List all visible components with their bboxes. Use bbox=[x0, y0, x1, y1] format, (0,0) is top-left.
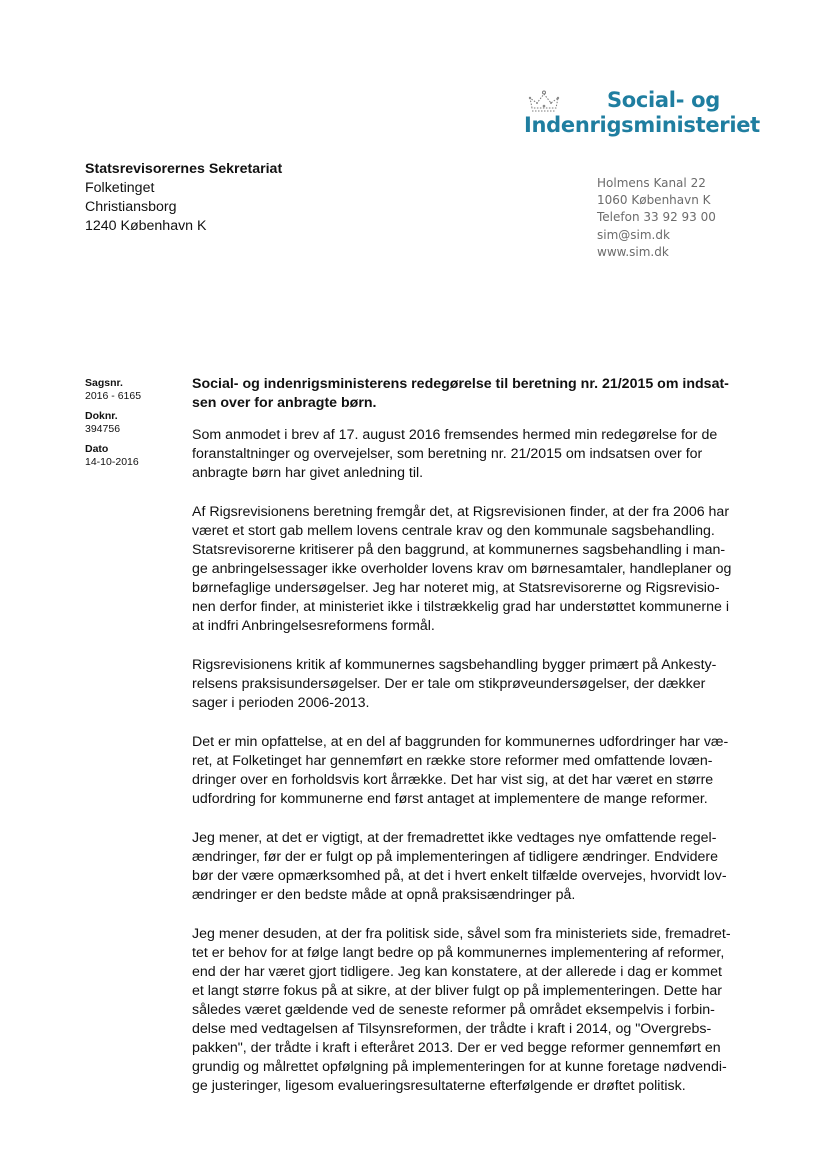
recipient-line: Folketinget bbox=[85, 180, 155, 196]
document-number-label: Doknr. bbox=[85, 410, 118, 422]
body-line: børnefaglige undersøgelser. Jeg har noteret mig, at Statsrevisorerne og Rigsrevisio- bbox=[192, 580, 720, 596]
body-line: anbragte børn har givet anledning til. bbox=[192, 465, 424, 481]
sender-website: www.sim.dk bbox=[597, 244, 669, 259]
body-line: Af Rigsrevisionens beretning fremgår det, at Rigsrevisionen finder, at der fra 2006 har bbox=[192, 504, 730, 520]
body-line: således været gældende ved de seneste reformer på området eksempelvis i forbin- bbox=[192, 1002, 715, 1018]
recipient-line: 1240 København K bbox=[85, 218, 207, 234]
body-paragraph bbox=[192, 656, 737, 713]
body-line: grundig og målrettet opfølgning på implementeringen for at kunne foretage nødvendi- bbox=[192, 1059, 727, 1075]
body-line: været et stort gab mellem lovens centrale krav og den kommunale sagsbehandling. bbox=[192, 523, 715, 539]
body-line: ge anbringelsessager ikke overholder lovens krav om børnesamtaler, handleplaner og bbox=[192, 561, 732, 577]
sender-city: 1060 København K bbox=[597, 193, 711, 208]
sender-phone: Telefon 33 92 93 00 bbox=[597, 210, 716, 225]
body-line: Rigsrevisionens kritik af kommunernes sagsbehandling bygger primært på Ankesty- bbox=[192, 657, 717, 673]
body-paragraph bbox=[192, 925, 737, 1096]
body-line: ændringer er den bedste måde at opnå praksisændringer på. bbox=[192, 887, 576, 903]
heading-line: sen over for anbragte børn. bbox=[192, 395, 377, 411]
body-line: ge justeringer, ligesom evalueringsresultaterne efterfølgende er drøftet politisk. bbox=[192, 1078, 686, 1094]
body-paragraph bbox=[192, 426, 737, 483]
letter-body bbox=[192, 426, 737, 1116]
recipient-line: Christiansborg bbox=[85, 199, 177, 215]
recipient-name: Statsrevisorernes Sekretariat bbox=[85, 161, 283, 177]
body-line: et langt større fokus på at sikre, at der bliver fulgt op på implementeringen. Dette har bbox=[192, 983, 722, 999]
sender-email: sim@sim.dk bbox=[597, 227, 670, 242]
body-line: nen derfor finder, at ministeriet ikke i tilstrækkelig grad har understøttet kommunerne i bbox=[192, 599, 729, 615]
date-label: Dato bbox=[85, 443, 109, 455]
recipient-address bbox=[85, 160, 282, 236]
logo-line-2: Indenrigsministeriet bbox=[524, 113, 760, 137]
body-line: Det er min opfattelse, at en del af baggrunden for kommunernes udfordringer har væ- bbox=[192, 734, 729, 750]
body-line: ret, at Folketinget har gennemført en række store reformer med omfattende lovæn- bbox=[192, 753, 713, 769]
body-paragraph bbox=[192, 503, 737, 636]
date: 14-10-2016 bbox=[85, 456, 139, 468]
body-line: at indfri Anbringelsesreformens formål. bbox=[192, 618, 435, 634]
body-line: Jeg mener desuden, at der fra politisk side, såvel som fra ministeriets side, fremadret- bbox=[192, 926, 731, 942]
letter-heading bbox=[192, 375, 732, 413]
body-line: sager i perioden 2006-2013. bbox=[192, 695, 370, 711]
case-number: 2016 - 6165 bbox=[85, 390, 142, 402]
body-line: tet er behov for at følge langt bedre op på kommunernes implementering af reformer, bbox=[192, 945, 725, 961]
document-number: 394756 bbox=[85, 423, 121, 435]
body-line: relsens praksisundersøgelser. Der er tale om stikprøveundersøgelser, der dækker bbox=[192, 676, 706, 692]
heading-line: Social- og indenrigsministerens redegørelse til beretning nr. 21/2015 om indsat- bbox=[192, 376, 729, 392]
body-line: Som anmodet i brev af 17. august 2016 fremsendes hermed min redegørelse for de bbox=[192, 427, 718, 443]
body-line: Statsrevisorerne kritiserer på den baggrund, at kommunernes sagsbehandling i man- bbox=[192, 542, 726, 558]
body-line: bør der være opmærksomhed på, at det i hvert enkelt tilfælde overvejes, hvorvidt lov- bbox=[192, 868, 727, 884]
body-line: dringer over en forholdsvis kort årrække. Det har vist sig, at det har været en større bbox=[192, 772, 714, 788]
body-line: pakken", der trådte i kraft i efteråret 2013. Der er ved begge reformer gennemført en bbox=[192, 1040, 721, 1056]
case-number-label: Sagsnr. bbox=[85, 377, 123, 389]
sender-street: Holmens Kanal 22 bbox=[597, 176, 706, 190]
sender-address bbox=[597, 175, 716, 261]
body-paragraph bbox=[192, 829, 737, 905]
body-line: delse med vedtagelsen af Tilsynsreformen, der trådte i kraft i 2014, og "Overgrebs- bbox=[192, 1021, 712, 1037]
case-metadata bbox=[85, 377, 141, 476]
body-line: end der har været gjort tidligere. Jeg kan konstatere, at der allerede i dag er kommet bbox=[192, 964, 722, 980]
body-line: ændringer, før der er fulgt op på implementeringen af tidligere ændringer. Endvidere bbox=[192, 849, 719, 865]
ministry-logo bbox=[524, 88, 760, 144]
body-paragraph bbox=[192, 733, 737, 809]
body-line: foranstaltninger og overvejelser, som beretning nr. 21/2015 om indsatsen over for bbox=[192, 446, 703, 462]
body-line: udfordring for kommunerne end først antaget at implementere de mange reformer. bbox=[192, 791, 708, 807]
logo-line-1: Social- og bbox=[606, 88, 720, 112]
body-line: Jeg mener, at det er vigtigt, at der fremadrettet ikke vedtages nye omfattende regel- bbox=[192, 830, 717, 846]
